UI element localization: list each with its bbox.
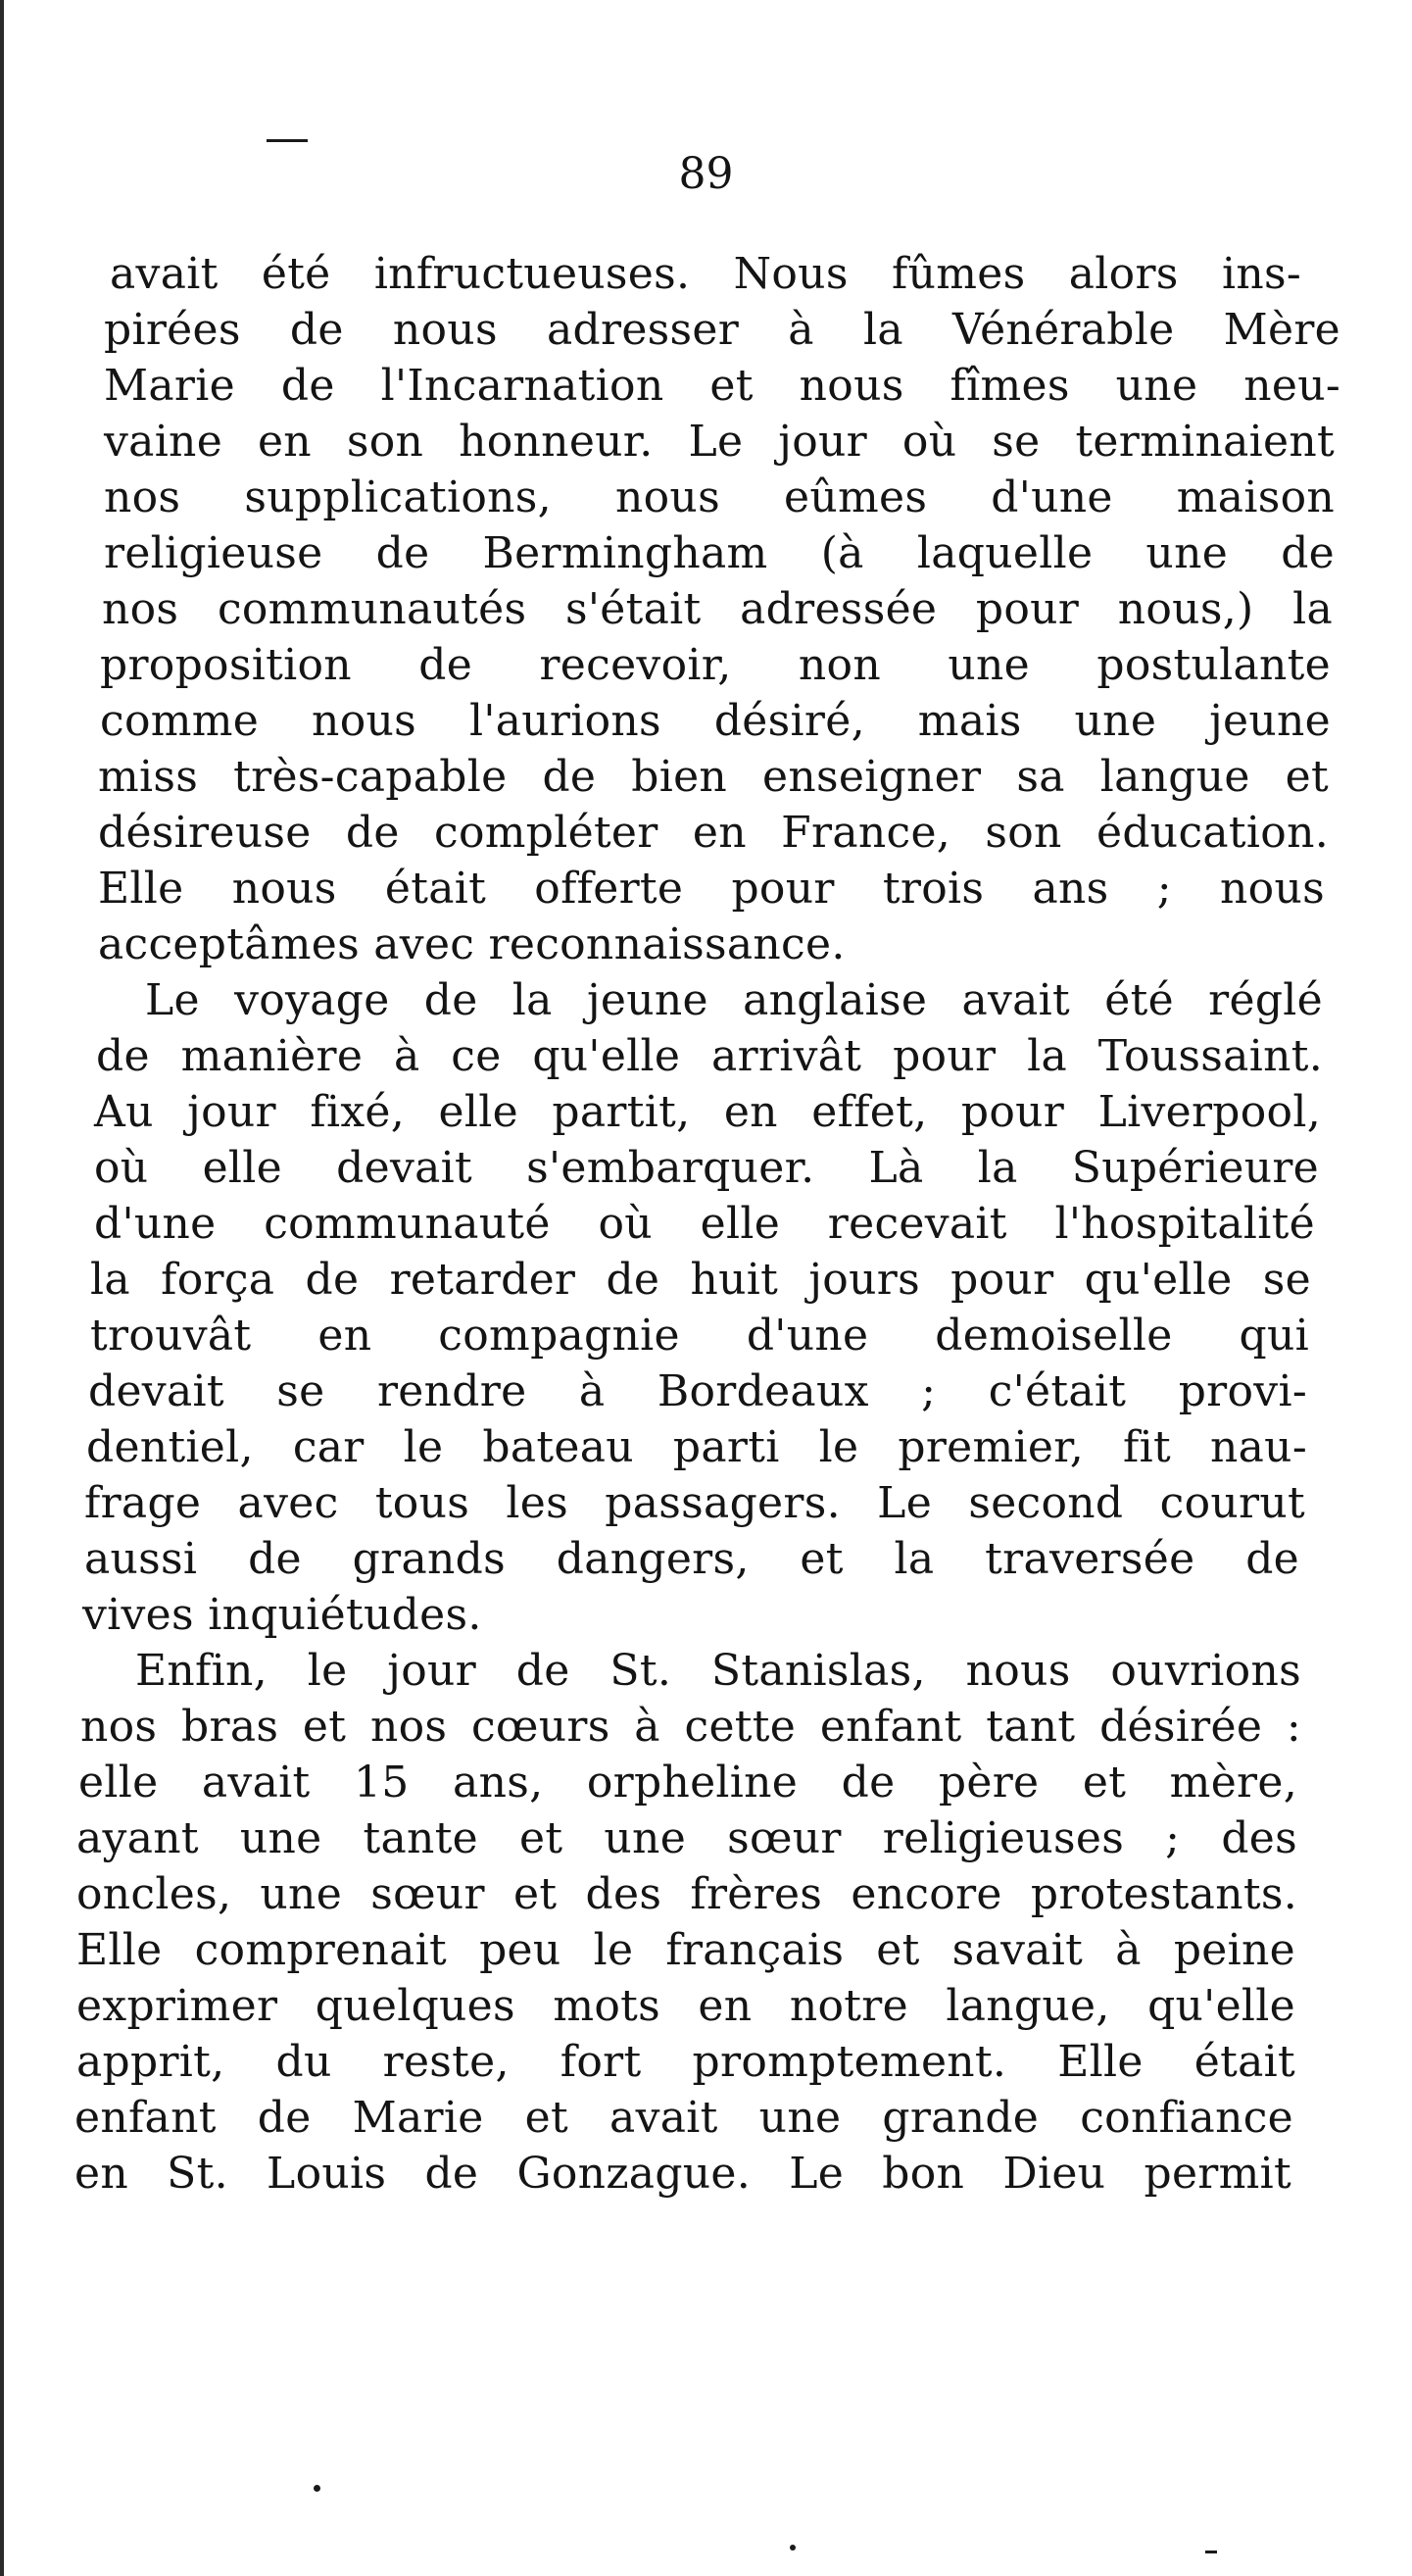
text-line: miss très-capable de bien enseigner sa langue et: [98, 752, 1329, 802]
text-line: en St. Louis de Gonzague. Le bon Dieu permit: [74, 2149, 1291, 2199]
page-number: 89: [678, 149, 734, 199]
text-line: Elle nous était offerte pour trois ans ; nous: [98, 864, 1325, 914]
text-line: trouvât en compagnie d'une demoiselle qui: [90, 1311, 1309, 1361]
text-line: religieuse de Bermingham (à laquelle une de: [104, 528, 1335, 578]
text-line: aussi de grands dangers, et la traversée de: [84, 1534, 1299, 1584]
print-speck: [790, 2545, 796, 2551]
text-line: dentiel, car le bateau parti le premier, fit nau-: [86, 1422, 1307, 1472]
text-line: oncles, une sœur et des frères encore protestants.: [76, 1869, 1297, 1919]
text-line: devait se rendre à Bordeaux ; c'était provi-: [88, 1366, 1307, 1416]
text-line: enfant de Marie et avait une grande confiance: [74, 2093, 1293, 2143]
text-line: vives inquiétudes.: [82, 1590, 482, 1640]
text-line: ayant une tante et une sœur religieuses ; des: [76, 1813, 1297, 1863]
text-line: où elle devait s'embarquer. Là la Supérieure: [94, 1143, 1319, 1193]
text-line: avait été infructueuses. Nous fûmes alors ins-: [110, 249, 1301, 299]
text-line: Marie de l'Incarnation et nous fîmes une neu-: [104, 361, 1340, 411]
text-line: frage avec tous les passagers. Le second courut: [84, 1478, 1305, 1528]
print-speck: [314, 2485, 320, 2492]
text-line: d'une communauté où elle recevait l'hospitalité: [94, 1199, 1315, 1249]
text-line: Enfin, le jour de St. Stanislas, nous ouvrions: [135, 1646, 1301, 1696]
text-line: Au jour fixé, elle partit, en effet, pour Liverpool,: [94, 1087, 1321, 1137]
print-speck: [1205, 2551, 1217, 2553]
text-line: de manière à ce qu'elle arrivât pour la Toussaint.: [96, 1031, 1323, 1081]
text-line: vaine en son honneur. Le jour où se terminaient: [104, 417, 1335, 467]
text-line: nos bras et nos cœurs à cette enfant tant désirée :: [80, 1702, 1301, 1752]
text-line: exprimer quelques mots en notre langue, qu'elle: [76, 1981, 1295, 2031]
text-line: désireuse de compléter en France, son éducation.: [98, 808, 1329, 858]
text-line: comme nous l'aurions désiré, mais une jeune: [100, 696, 1331, 746]
text-line: pirées de nous adresser à la Vénérable Mère: [104, 305, 1340, 355]
text-line: apprit, du reste, fort promptement. Elle était: [76, 2037, 1295, 2087]
text-line: Le voyage de la jeune anglaise avait été réglé: [145, 975, 1323, 1025]
text-line: Elle comprenait peu le français et savait à peine: [76, 1925, 1295, 1975]
page-binding-edge: [0, 0, 4, 2576]
text-line: acceptâmes avec reconnaissance.: [98, 919, 846, 969]
text-line: elle avait 15 ans, orpheline de père et mère,: [78, 1758, 1297, 1808]
print-speck: [267, 139, 308, 142]
text-line: proposition de recevoir, non une postulante: [100, 640, 1331, 690]
text-line: nos supplications, nous eûmes d'une maison: [104, 472, 1335, 522]
text-line: nos communautés s'était adressée pour nous,) la: [102, 584, 1333, 634]
text-line: la força de retarder de huit jours pour qu'elle se: [90, 1255, 1311, 1305]
